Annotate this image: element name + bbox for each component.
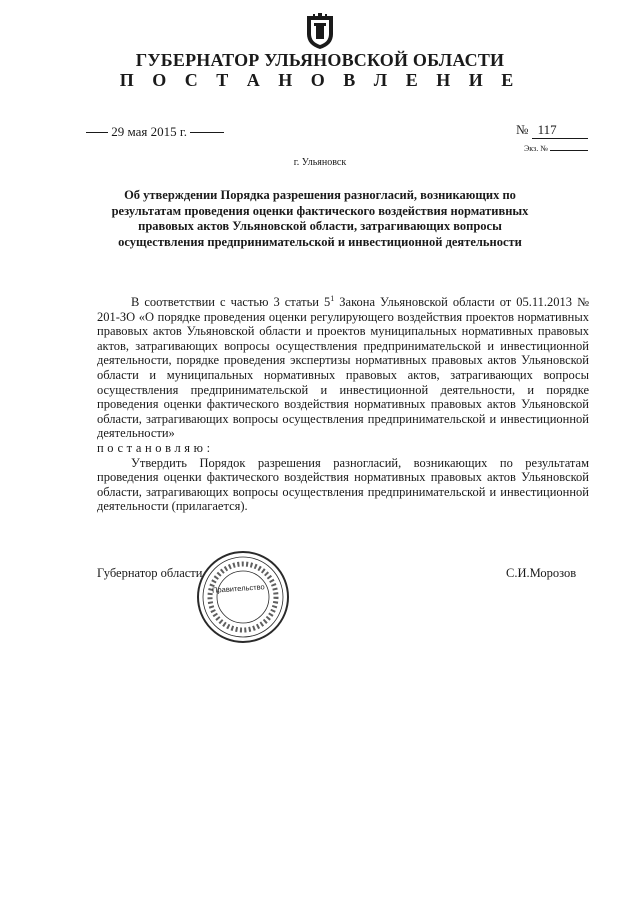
- signer-name: С.И.Морозов: [506, 566, 577, 580]
- number-value: 117: [532, 122, 588, 139]
- article-superscript: 1: [330, 293, 335, 303]
- date-dash-right: [190, 132, 224, 133]
- copy-number: [524, 144, 588, 153]
- governor-title: ГУБЕРНАТОР УЛЬЯНОВСКОЙ ОБЛАСТИ: [135, 50, 505, 70]
- official-seal-icon: [195, 549, 291, 645]
- city: г. Ульяновск: [293, 157, 347, 168]
- body-paragraph-2: Утвердить Порядок разрешения разногласий, возникающих по результатам проведения оценки фактического воздействия нормативных правовых актов Ульяновской области, затрагивающих вопросы осуществления предпринимательской и инвестиционной деятельности (прилагается).: [97, 455, 589, 514]
- copy-label: Экз. №: [524, 144, 548, 153]
- document-date: [86, 124, 224, 140]
- document-body: [97, 295, 589, 514]
- signer-position: Губернатор области: [97, 566, 203, 580]
- document-type: П О С Т А Н О В Л Е Н И Е: [119, 70, 521, 90]
- seal-text: Правительство: [211, 582, 265, 595]
- document-number: [516, 122, 588, 139]
- body-paragraph-1: В соответствии с частью 3 статьи $5^1$ Закона Ульяновской области от 05.11.2013 № 201-ЗО «О порядке проведения оценки регулирующего воздействия проектов нормативных правовых актов Ульяновской области и проектов муниципальных нормативных правовых актов, затрагивающих вопросы осуществления предпринимательской и инвестиционной деятельности, порядке проведения экспертизы нормативных правовых актов Ульяновской области и муниципальных нормативных правовых актов, затрагивающих вопросы осуществления предпринимательской и инвестиционной деятельности, и порядке проведения оценки фактического воздействия нормативных правовых актов Ульяновской области, затрагивающих вопросы осуществления предпринимательской и инвестиционной деятельности»: [97, 293, 589, 441]
- coat-of-arms-icon: [304, 12, 336, 50]
- copy-blank: [550, 150, 588, 151]
- date-value: 29 мая 2015 г.: [111, 124, 188, 139]
- decree-word: постановляю:: [97, 440, 214, 455]
- document-subject: Об утверждении Порядка разрешения разногласий, возникающих по результатам проведения оценки фактического воздействия нормативных правовых актов Ульяновской области, затрагивающих вопросы осуществления предпринимательской и инвестиционной деятельности: [111, 188, 529, 249]
- number-label: №: [516, 122, 529, 137]
- date-dash-left: [86, 132, 108, 133]
